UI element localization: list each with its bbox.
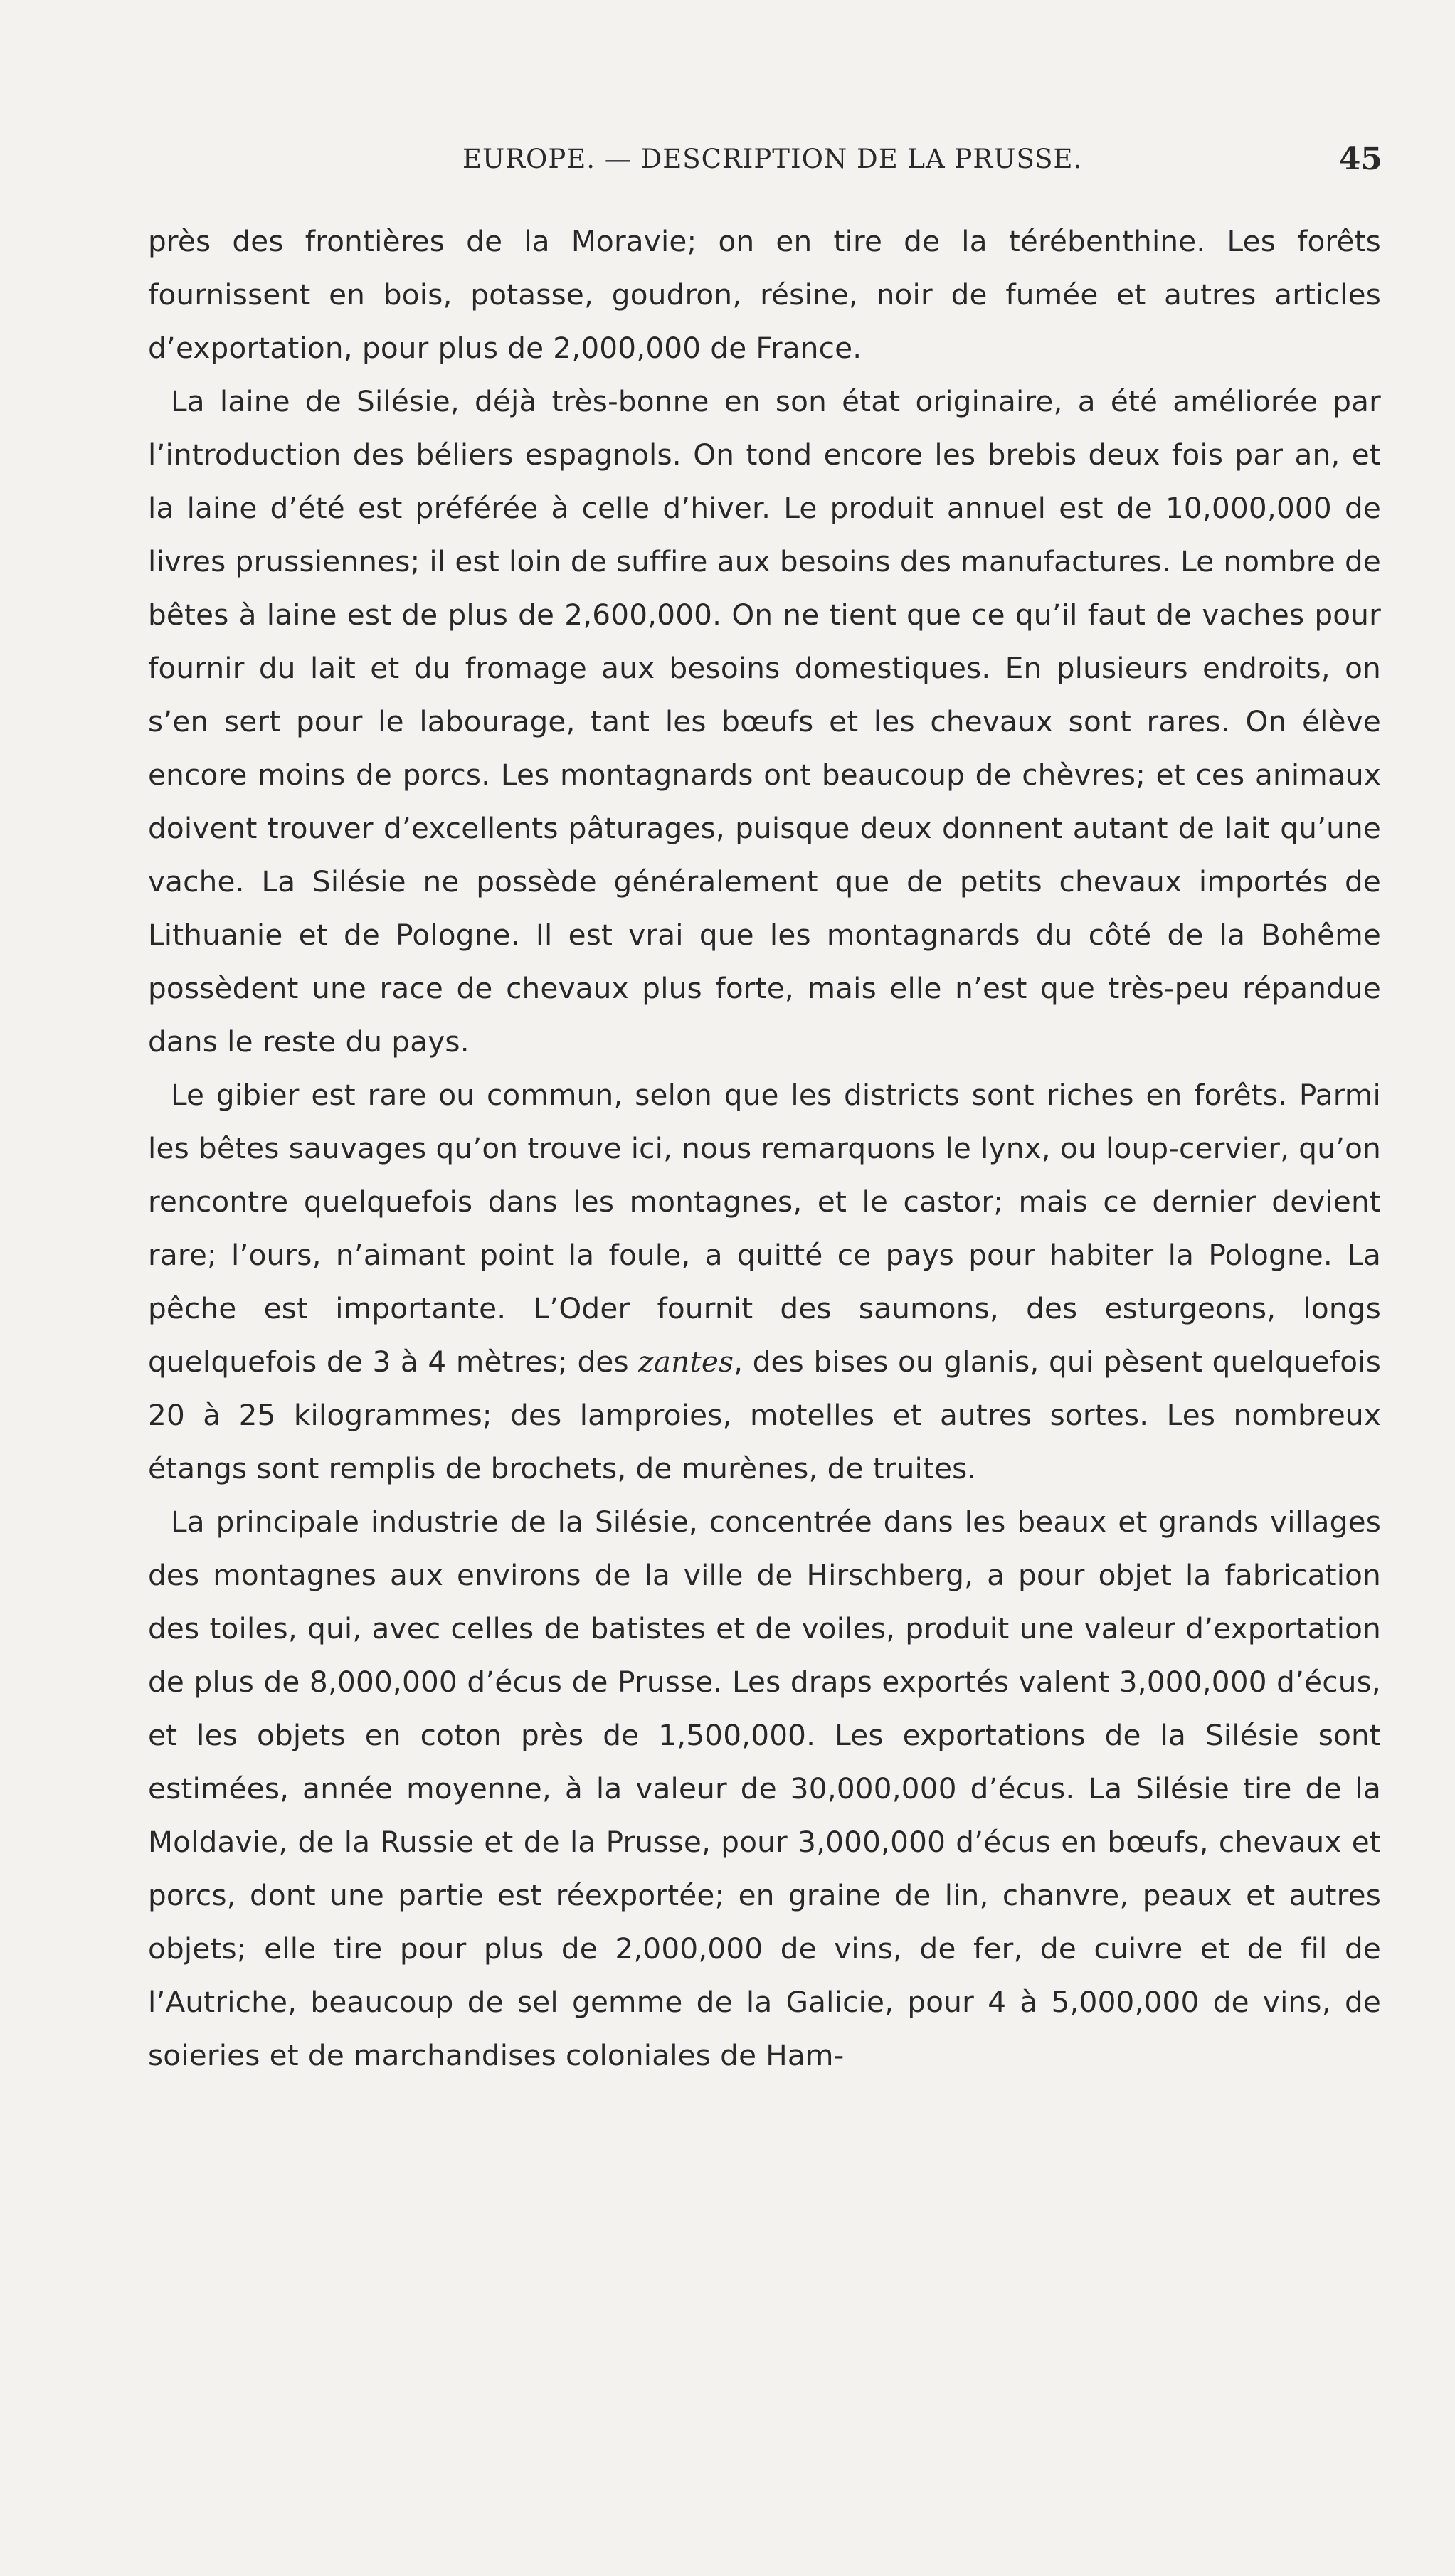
page-header xyxy=(174,141,1382,186)
page-number: 45 xyxy=(1338,141,1382,177)
running-head: EUROPE. — DESCRIPTION DE LA PRUSSE. xyxy=(462,144,1083,174)
paragraph xyxy=(148,1069,1381,1495)
paragraph: La principale industrie de la Silésie, concentrée dans les beaux et grands villages des montagnes aux environs de la ville de Hirschberg, a pour objet la fabrication des toiles, qui, avec celles de batistes et de voiles, produit une valeur d’exportation de plus de 8,000,000 d’écus de Prusse. Les draps exportés valent 3,000,000 d’écus, et les objets en coton près de 1,500,000. Les exportations de la Silésie sont estimées, année moyenne, à la valeur de 30,000,000 d’écus. La Silésie tire de la Moldavie, de la Russie et de la Prusse, pour 3,000,000 d’écus en bœufs, chevaux et porcs, dont une partie est réexportée; en graine de lin, chanvre, peaux et autres objets; elle tire pour plus de 2,000,000 de vins, de fer, de cuivre et de fil de l’Autriche, beaucoup de sel gemme de la Galicie, pour 4 à 5,000,000 de vins, de soieries et de marchandises coloniales de Ham- xyxy=(148,1505,1381,2072)
italic-term: zantes xyxy=(638,1345,734,1379)
paragraph-text: Le gibier est rare ou commun, selon que les districts sont riches en forêts. Parmi les bêtes sauvages qu’on trouve ici, nous remarquons le lynx, ou loup-cervier, qu’on rencontre quelquefois dans les montagnes, et le castor; mais ce dernier devient rare; l’ours, n’aimant point la foule, a quitté ce pays pour habiter la Pologne. La pêche est importante. L’Oder fournit des saumons, des esturgeons, longs quelquefois de 3 à 4 mètres; des xyxy=(148,1078,1381,1379)
body-text xyxy=(148,215,1381,2082)
paragraph: La laine de Silésie, déjà très-bonne en son état originaire, a été améliorée par l’introduction des béliers espagnols. On tond encore les brebis deux fois par an, et la laine d’été est préférée à celle d’hiver. Le produit annuel est de 10,000,000 de livres prussiennes; il est loin de suffire aux besoins des manufactures. Le nombre de bêtes à laine est de plus de 2,600,000. On ne tient que ce qu’il faut de vaches pour fournir du lait et du fromage aux besoins domestiques. En plusieurs endroits, on s’en sert pour le labourage, tant les bœufs et les chevaux sont rares. On élève encore moins de porcs. Les montagnards ont beaucoup de chèvres; et ces animaux doivent trouver d’excellents pâturages, puisque deux donnent autant de lait qu’une vache. La Silésie ne possède généralement que de petits chevaux importés de Lithuanie et de Pologne. Il est vrai que les montagnards du côté de la Bohême possèdent une race de chevaux plus forte, mais elle n’est que très-peu répandue dans le reste du pays. xyxy=(148,384,1381,1059)
paragraph-text: , des bises ou glanis, qui pèsent quelquefois 20 à 25 kilogrammes; des lamproies, motelles et autres sortes. Les nombreux étangs sont remplis de brochets, de murènes, de truites. xyxy=(148,1345,1381,1485)
paragraph: près des frontières de la Moravie; on en tire de la térébenthine. Les forêts fournissent en bois, potasse, goudron, résine, noir de fumée et autres articles d’exportation, pour plus de 2,000,000 de France. xyxy=(148,224,1381,365)
